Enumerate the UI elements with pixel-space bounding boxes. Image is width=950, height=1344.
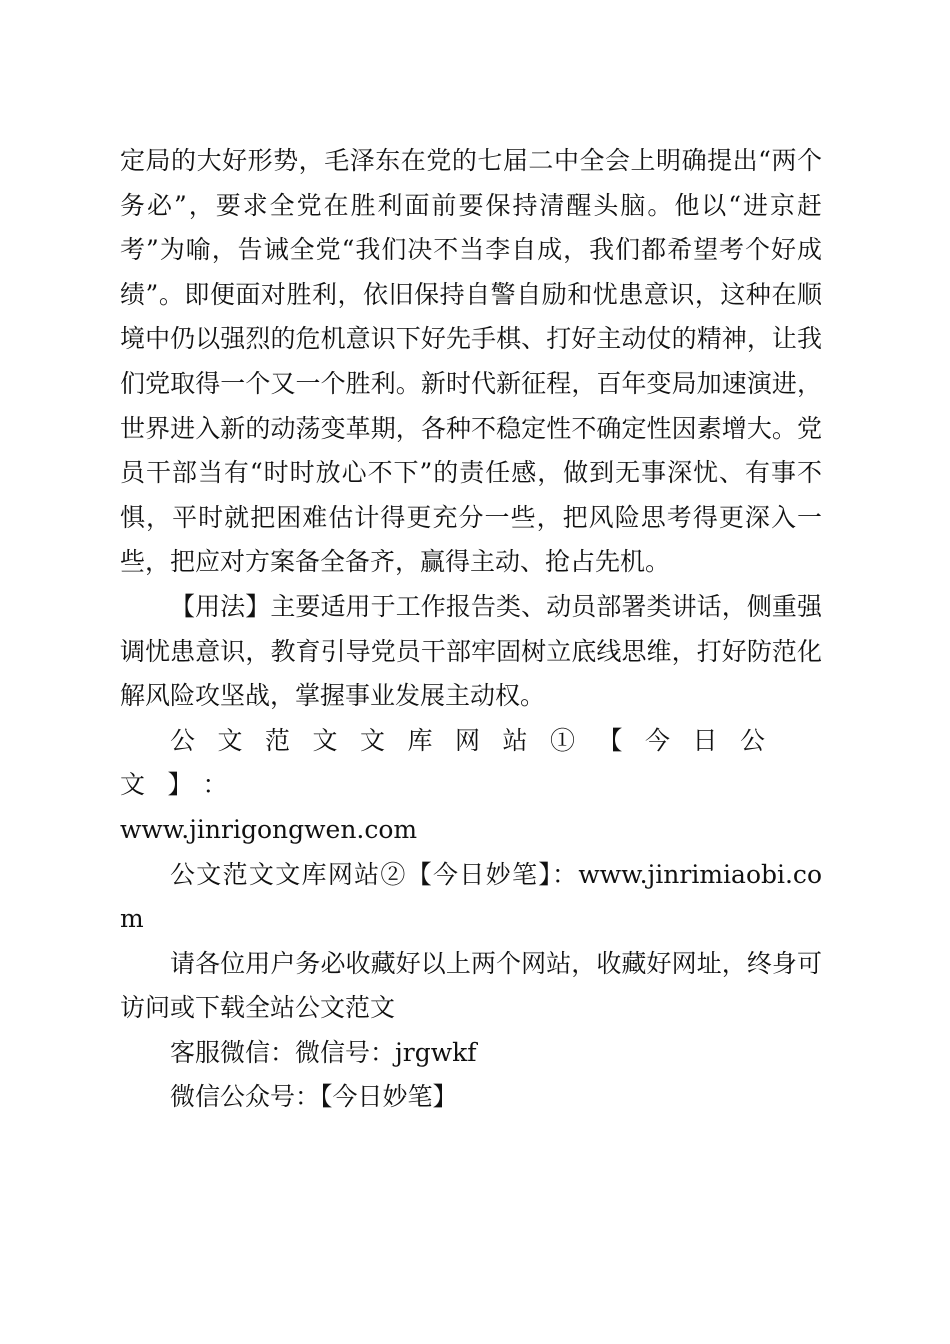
footer-notice: 请各位用户务必收藏好以上两个网站，收藏好网址，终身可访问或下载全站公文范文 [120,948,822,1023]
footer-wechat-service: 客服微信：微信号：jrgwkf [170,1037,477,1067]
usage-paragraph: 【用法】主要适用于工作报告类、动员部署类讲话，侧重强调忧患意识，教育引导党员干部牢固树立底线思维，打好防范化解风险攻坚战，掌握事业发展主动权。 [120,591,822,711]
site-one-url: www.jinrigongwen.com [120,814,418,844]
document-page [120,139,822,1120]
footer-site-two: 公文范文文库网站②【今日妙笔】：www.jinrimiaobi.com [120,859,822,934]
site-one-label: 公文范文文库网站①【今日公文】： [120,725,788,800]
footer-wechat-public: 微信公众号：【今日妙笔】 [170,1082,458,1112]
footer-site-one [120,719,822,853]
body-paragraph-continuation: 定局的大好形势，毛泽东在党的七届二中全会上明确提出“两个务必”，要求全党在胜利面前要保持清醒头脑。他以“进京赶考”为喻，告诫全党“我们决不当李自成，我们都希望考个好成绩”。即便面对胜利，依旧保持自警自励和忧患意识，这种在顺境中仍以强烈的危机意识下好先手棋、打好主动仗的精神，让我们党取得一个又一个胜利。新时代新征程，百年变局加速演进，世界进入新的动荡变革期，各种不稳定性不确定性因素增大。党员干部当有“时时放心不下”的责任感，做到无事深忧、有事不惧，平时就把困难估计得更充分一些，把风险思考得更深入一些，把应对方案备全备齐，赢得主动、抢占先机。 [120,146,822,577]
